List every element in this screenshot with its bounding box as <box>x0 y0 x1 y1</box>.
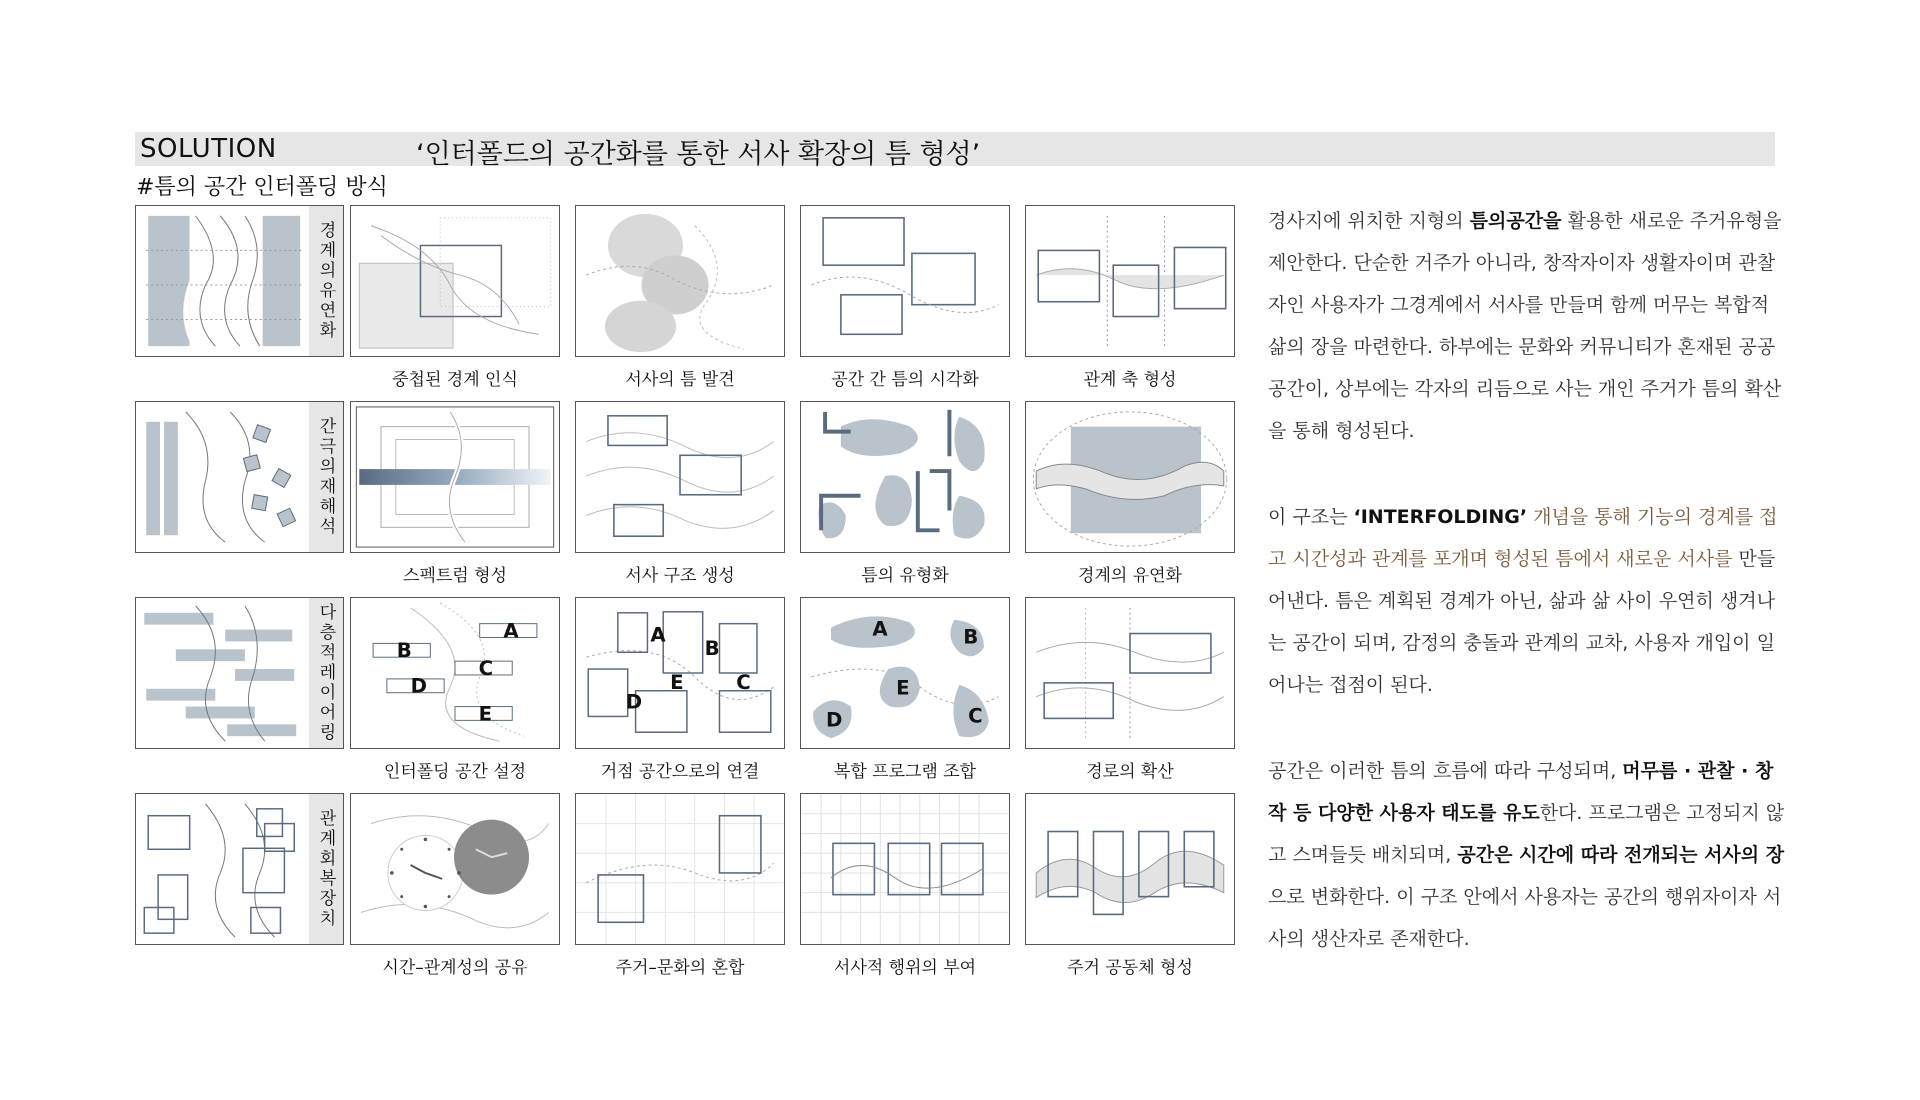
letter-label: C <box>736 670 751 694</box>
section-subtitle: #틈의 공간 인터폴딩 방식 <box>136 175 388 200</box>
letter-label: A <box>650 623 666 647</box>
panel-caption: 서사적 행위의 부여 <box>833 958 977 978</box>
diagram-panel <box>1025 597 1235 749</box>
panel-caption: 관계 축 형성 <box>1083 370 1177 390</box>
panel-caption: 틈의 유형화 <box>861 566 949 586</box>
panel-caption: 경로의 확산 <box>1086 762 1174 782</box>
diagram-panel <box>800 401 1010 553</box>
letter-label: E <box>478 702 493 726</box>
diagram-panel <box>350 793 560 945</box>
panel-caption: 복합 프로그램 조합 <box>833 762 977 782</box>
diagram-panel <box>800 597 1010 749</box>
letter-label: D <box>826 708 843 732</box>
section-label: SOLUTION <box>140 134 277 164</box>
diagram-panel <box>350 205 560 357</box>
letter-label: C <box>968 704 983 728</box>
panel-caption: 스펙트럼 형성 <box>403 566 507 586</box>
row-label: 간극의재해석 <box>309 402 343 552</box>
diagram-panel <box>575 401 785 553</box>
panel-caption: 서사 구조 생성 <box>625 566 735 586</box>
row-key-diagram-4 <box>135 793 344 945</box>
diagram-panel <box>1025 205 1235 357</box>
diagram-panel <box>800 205 1010 357</box>
row-key-diagram-2 <box>135 401 344 553</box>
letter-label: C <box>478 656 494 680</box>
panel-caption: 인터폴딩 공간 설정 <box>383 762 527 782</box>
letter-label: D <box>410 674 427 698</box>
letter-label: D <box>625 690 643 714</box>
section-title: ‘인터폴드의 공간화를 통한 서사 확장의 틈 형성’ <box>416 139 981 170</box>
panel-caption: 주거–문화의 혼합 <box>615 958 745 978</box>
letter-label: B <box>396 639 412 663</box>
panel-caption: 경계의 유연화 <box>1078 566 1182 586</box>
panel-caption: 주거 공동체 형성 <box>1067 958 1193 978</box>
panel-caption: 거점 공간으로의 연결 <box>600 762 760 782</box>
panel-caption: 중첩된 경계 인식 <box>392 370 518 390</box>
panel-caption: 공간 간 틈의 시각화 <box>831 370 979 390</box>
row-key-diagram-3 <box>135 597 344 749</box>
panel-caption: 서사의 틈 발견 <box>625 370 735 390</box>
letter-label: E <box>896 676 910 700</box>
diagram-panel <box>575 793 785 945</box>
panel-caption: 시간–관계성의 공유 <box>382 958 528 978</box>
letter-label: A <box>872 617 888 641</box>
description-paragraph-2: 이 구조는 ‘INTERFOLDING’ 개념을 통해 기능의 경계를 접고 시간성과 관계를 포개며 형성된 틈에서 새로운 서사를 만들어낸다. 틈은 계획된 경계가 아닌, 삶과 삶 사이 우연히 생겨나는 공간이 되며, 감정의 충돌과 관계의 교차, 사용자 개입이 일어나는 접점이 된다. <box>1268 506 1778 696</box>
letter-label: B <box>963 625 979 649</box>
row-label: 경계의유연화 <box>309 206 343 356</box>
diagram-panel <box>350 597 560 749</box>
letter-label: B <box>704 637 720 661</box>
diagram-panel <box>575 205 785 357</box>
diagram-panel <box>350 401 560 553</box>
diagram-panel <box>575 597 785 749</box>
letter-label: A <box>503 619 519 643</box>
diagram-panel <box>1025 401 1235 553</box>
description-paragraph-3: 공간은 이러한 틈의 흐름에 따라 구성되며, 머무름 · 관찰 · 창작 등 다양한 사용자 태도를 유도한다. 프로그램은 고정되지 않고 스며들듯 배치되며, 공간은 시간에 따라 전개되는 서사의 장으로 변화한다. 이 구조 안에서 사용자는 공간의 행위자이자 서사의 생산자로 존재한다. <box>1268 760 1785 950</box>
row-label: 다층적레이어링 <box>309 598 343 748</box>
diagram-panel <box>1025 793 1235 945</box>
row-label: 관계회복장치 <box>309 794 343 944</box>
diagram-panel <box>800 793 1010 945</box>
row-key-diagram-1 <box>135 205 344 357</box>
description-paragraph-1: 경사지에 위치한 지형의 틈의공간을 활용한 새로운 주거유형을 제안한다. 단순한 거주가 아니라, 창작자이자 생활자이며 관찰자인 사용자가 그경계에서 서사를 만들며 함께 머무는 복합적 삶의 장을 마련한다. 하부에는 문화와 커뮤니티가 혼재된 공공 공간이, 상부에는 각자의 리듬으로 사는 개인 주거가 틈의 확산을 통해 형성된다. <box>1268 210 1782 442</box>
letter-label: E <box>670 670 684 694</box>
